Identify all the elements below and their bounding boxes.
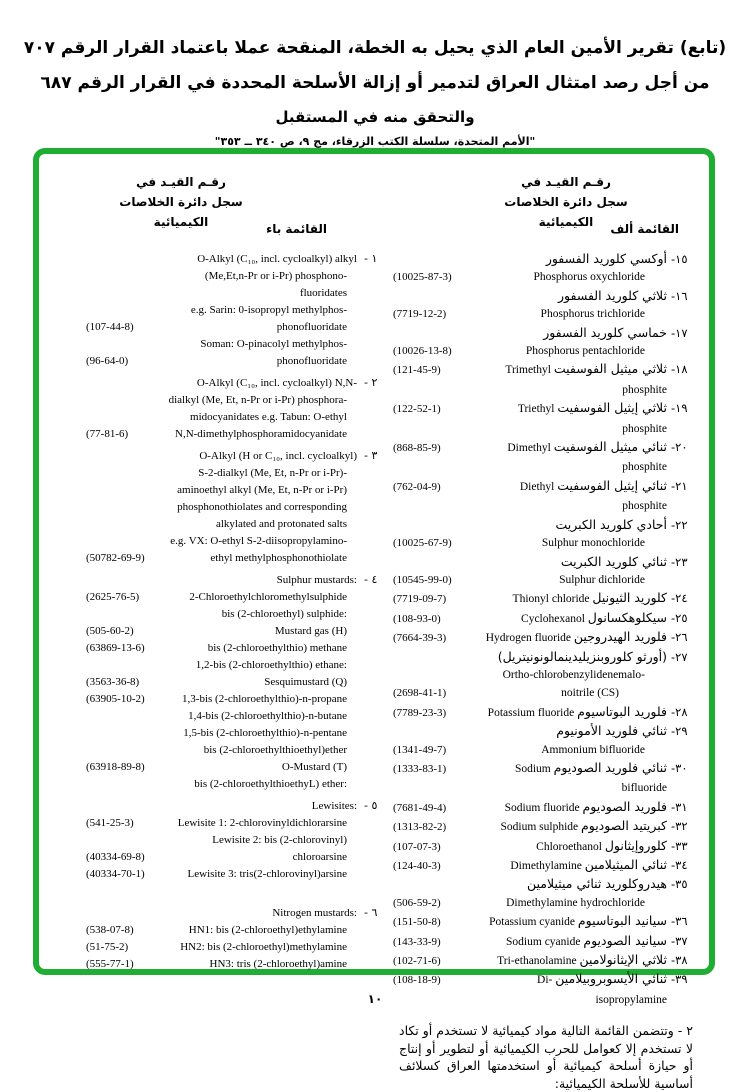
chemical-name-en: N,N-dimethylphosphoramidocyanidate	[175, 428, 347, 440]
chemical-name-ar: ثلاثي ميثيل الفوسفيت	[553, 361, 667, 377]
list-item	[49, 250, 385, 268]
chemical-name-ar: فلوريد الهيدروجين	[573, 629, 667, 645]
list-item	[49, 482, 385, 499]
chemical-name-en: Nitrogen mustards:	[272, 907, 357, 919]
list-item	[391, 684, 697, 702]
list-item	[391, 703, 697, 722]
item-number: -٢٣	[671, 554, 688, 569]
cas-number: (124-40-3)	[393, 860, 441, 872]
list-item	[49, 409, 385, 426]
list-item	[49, 516, 385, 533]
item-number: -٢٢	[671, 517, 688, 532]
chemical-name-ar: سيانيد الصوديوم	[583, 932, 667, 948]
chemical-name-ar: سيكلوهكسانول	[587, 609, 667, 625]
cas-number: (7719-09-7)	[393, 593, 447, 606]
list-item	[49, 657, 385, 674]
chemical-name-en: Tri-ethanolamine	[497, 955, 580, 968]
chemical-name-en: Sulphur dichloride	[559, 573, 645, 586]
chemical-name-en: O-Alkyl (C₁₀, incl. cycloalkyl) N,N-	[196, 377, 357, 389]
list-b-header	[49, 168, 385, 242]
cas-number: (63869-13-6)	[86, 642, 145, 654]
list-item	[49, 904, 385, 922]
chemical-name	[473, 477, 667, 516]
list-item	[391, 589, 697, 608]
chemical-name-en: HN2: bis (2-chloroethyl)methylamine	[180, 941, 347, 953]
list-item	[391, 856, 697, 875]
chemical-name-en: phosphonothiolates and corresponding	[177, 501, 347, 513]
chemical-name-en: Diethyl phosphite	[519, 480, 667, 513]
chemical-name-en: HN3: tris (2-chloroethyl)amine	[209, 958, 347, 970]
item-number: -٣٢	[671, 819, 688, 834]
cas-number: (1341-49-7)	[393, 743, 447, 756]
chemical-name-en: Chloroethanol	[536, 840, 605, 853]
report-title-line-2: من أجل رصد امتثال العراق لتدمير أو إزالة الأسلحة المحددة في القرار الرقم ٦٨٧	[40, 73, 710, 93]
chemical-name-en: O-Alkyl (C₁₀, incl. cycloalkyl) alkyl	[197, 253, 357, 265]
chemical-name-en: e.g. Sarin: 0-isopropyl methylphos-	[190, 304, 347, 316]
chemical-name-en: Sulphur monochloride	[541, 537, 645, 550]
list-item	[391, 648, 697, 666]
chemical-name-en: Phosphorus oxychloride	[533, 271, 645, 284]
item-number: -٢٥	[671, 610, 688, 625]
list-item	[391, 609, 697, 628]
list-item	[391, 951, 697, 970]
chemical-name-en: noitrile (CS)	[561, 687, 619, 700]
item-number: -٢٠	[671, 440, 688, 455]
list-item	[49, 725, 385, 742]
chemical-name-en: Sodium sulphide	[500, 821, 581, 834]
chemical-name-en: Sulphur mustards:	[276, 574, 357, 586]
cas-number: (1313-82-2)	[393, 821, 447, 834]
list-a-header	[391, 168, 697, 242]
chemical-name-en: aminoethyl alkyl (Me, Et, n-Pr or i-Pr)	[177, 484, 347, 496]
cas-number: (143-33-9)	[393, 935, 441, 948]
item-number: -٣٩	[671, 972, 688, 987]
page-number: ١٠	[367, 992, 383, 1006]
two-column-layout	[49, 168, 697, 1092]
item-number: -١٧	[671, 325, 688, 340]
list-item	[49, 606, 385, 623]
item-number: -٣٦	[671, 914, 688, 929]
registry-heading-line-2: سجل دائرة الخلاصات	[504, 195, 628, 209]
chemical-name	[473, 798, 667, 817]
chemical-name-ar: ثنائي فلوريد الأمونيوم	[556, 723, 667, 739]
list-item	[49, 640, 385, 657]
chemical-name-ar: خماسي كلوريد الفسفور	[543, 324, 667, 340]
chemical-name	[473, 703, 667, 722]
list-item	[49, 268, 385, 285]
list-item	[49, 742, 385, 759]
chemical-name-en: Ortho-chlorobenzylidenemalo-	[502, 668, 645, 681]
cas-number: (63918-89-8)	[86, 761, 145, 773]
list-item	[391, 360, 697, 399]
list-item	[49, 392, 385, 409]
list-item	[391, 912, 697, 931]
cas-number: (1333-83-1)	[393, 762, 447, 775]
list-item	[391, 817, 697, 836]
list-item	[49, 922, 385, 939]
list-item	[49, 285, 385, 302]
list-item	[391, 894, 697, 912]
list-item	[49, 589, 385, 606]
list-item	[391, 287, 697, 305]
chemical-name-en: bis (2-chloroethyl) sulphide:	[221, 608, 347, 620]
chemical-name	[473, 648, 667, 666]
list-item	[391, 875, 697, 893]
cas-number: (2698-41-1)	[393, 687, 447, 700]
chemical-name-ar: ثنائي إيثيل الفوسفيت	[557, 477, 667, 493]
cas-number: (121-45-9)	[393, 364, 441, 377]
list-a-column	[391, 168, 697, 1092]
cas-number: (96-64-0)	[86, 355, 129, 367]
chemical-name-ar: فلوريد الصوديوم	[582, 798, 667, 814]
chemical-name-ar: ثنائي الميثيلامين	[584, 857, 667, 872]
registry-heading-line-3: الكيميائية	[538, 215, 594, 229]
chemical-name	[473, 912, 667, 931]
chemical-name	[473, 360, 667, 399]
chemical-name	[473, 951, 667, 970]
chemical-name-en: Mustard gas (H)	[274, 625, 347, 637]
chemical-name-ar: أوكسي كلوريد الفسفور	[545, 251, 667, 266]
item-number: -٣٧	[671, 933, 688, 948]
list-item	[49, 374, 385, 392]
item-number: - ٤	[364, 573, 378, 586]
list-item	[49, 939, 385, 956]
list-item	[391, 399, 697, 438]
chemical-name	[473, 250, 667, 268]
item-number: - ١	[364, 252, 378, 265]
list-item	[391, 342, 697, 360]
chemical-name-ar: ثلاثي الإيثانولامين	[579, 952, 667, 968]
item-number: -٣٨	[671, 953, 688, 968]
chemical-name-en: Thionyl chloride	[512, 593, 593, 606]
chemical-name-en: phonofluoridate	[276, 355, 347, 367]
list-a-label: القائمة ألف	[610, 222, 679, 236]
item-number: -٣١	[671, 799, 688, 814]
list-item	[49, 571, 385, 589]
list-item	[391, 798, 697, 817]
list-b-rows	[49, 250, 385, 973]
spacer-row	[49, 883, 385, 900]
chemical-name-en: Cyclohexanol	[521, 612, 588, 625]
cas-number: (10025-67-9)	[393, 537, 452, 550]
chemical-name-en: Di-isopropylamine	[537, 974, 667, 1006]
item-number: -٣٠	[671, 760, 688, 775]
item-number: -٢٧	[671, 649, 688, 664]
chemical-name-en: (Me,Et,n-Pr or i-Pr) phosphono-	[204, 270, 347, 282]
cas-number: (122-52-1)	[393, 403, 441, 416]
chemical-name-ar: ثنائي ميثيل الفوسفيت	[553, 439, 667, 455]
chemical-name	[473, 932, 667, 951]
chemical-name	[473, 589, 667, 608]
list-item	[49, 533, 385, 550]
cas-number: (51-75-2)	[86, 941, 129, 953]
cas-number: (102-71-6)	[393, 955, 441, 968]
list-item	[49, 674, 385, 691]
list-item	[391, 837, 697, 856]
cas-number: (868-85-9)	[393, 442, 441, 455]
cas-number: (555-77-1)	[86, 958, 134, 970]
chemical-name-ar: فلوريد البوتاسيوم	[577, 703, 667, 719]
cas-number: (7789-23-3)	[393, 706, 447, 719]
list-item	[49, 447, 385, 465]
cas-number: (762-04-9)	[393, 480, 441, 493]
chemical-name-en: bis (2-chloroethylthioethyL) ether:	[194, 778, 347, 790]
cas-number: (107-07-3)	[393, 840, 441, 853]
chemical-name-en: 1,5-bis (2-chloroethylthio)-n-pentane	[183, 727, 347, 739]
chemical-name-en: O-Mustard (T)	[281, 761, 347, 773]
cas-number: (7719-12-2)	[393, 308, 447, 321]
chemical-name-en: ethyl methylphosphonothiolate	[210, 552, 347, 564]
cas-number: (107-44-8)	[86, 321, 134, 333]
item-number: -٢٤	[671, 591, 688, 606]
item-number: -١٨	[671, 362, 688, 377]
chemical-name-en: Dimethylamine hydrochloride	[506, 896, 645, 909]
chemical-name-ar: (أورثو كلوروبنزيليدينمالونونيتريل)	[497, 648, 667, 664]
chemical-name	[473, 324, 667, 342]
chemical-name-en: Potassium fluoride	[487, 706, 578, 719]
chemical-name-en: S-2-dialkyl (Me, Et, n-Pr or i-Pr)-	[198, 467, 347, 479]
cas-number: (108-18-9)	[393, 974, 441, 987]
chemical-name	[473, 553, 667, 571]
item-number: -١٩	[671, 401, 688, 416]
cas-number: (10025-87-3)	[393, 271, 452, 284]
item-number: - ٥	[364, 799, 378, 812]
list-item	[49, 623, 385, 640]
chemical-name	[473, 856, 667, 875]
chemical-name-en: Potassium cyanide	[489, 916, 578, 929]
list-item	[391, 516, 697, 534]
chemical-name-ar: سيانيد البوتاسيوم	[577, 913, 667, 929]
cas-number: (3563-36-8)	[86, 676, 140, 688]
list-item	[391, 571, 697, 589]
chemical-name-en: Lewisite 2: bis (2-chlorovinyl)	[212, 834, 347, 846]
item-number: - ٢	[364, 376, 378, 389]
chemical-name-en: Ammonium bifluoride	[541, 743, 645, 756]
chemical-name-en: phonofluoridate	[276, 321, 347, 333]
chemical-name-en: alkylated and protonated salts	[215, 518, 347, 530]
cas-number: (7681-49-4)	[393, 801, 447, 814]
list-item	[391, 722, 697, 740]
chemical-name-en: 2-Chloroethylchloromethylsulphide	[189, 591, 347, 603]
item-number: - ٦	[364, 906, 378, 919]
chemical-name	[473, 875, 667, 893]
chemical-name	[473, 399, 667, 438]
chemical-name	[473, 609, 667, 628]
cas-number: (40334-69-8)	[86, 851, 145, 863]
chemical-name-en: Lewisites:	[311, 800, 357, 812]
chemical-name-ar: كلوروإيثانول	[604, 837, 667, 853]
list-b-label: القائمة باء	[266, 222, 327, 236]
list-item	[391, 477, 697, 516]
chemical-name-en: Phosphorus trichloride	[540, 308, 645, 321]
list-item	[49, 691, 385, 708]
chemical-name-en: Dimethylamine	[510, 860, 585, 872]
registry-heading-line-1: رقـم القيـد في	[521, 175, 611, 189]
list-a-rows	[391, 250, 697, 1009]
chemical-name-ar: ثلاثي إيثيل الفوسفيت	[557, 400, 667, 416]
cas-number: (10026-13-8)	[393, 345, 452, 358]
chemical-name-ar: ثنائي فلوريد الصوديوم	[553, 759, 667, 775]
chemical-name-ar: ثنائي الأيسوبروبيلامين	[555, 971, 667, 987]
item-number: -٢١	[671, 478, 688, 493]
list-item	[49, 499, 385, 516]
list-item	[391, 553, 697, 571]
chemical-name-en: e.g. VX: O-ethyl S-2-diisopropylamino-	[170, 535, 347, 547]
chemical-name	[473, 438, 667, 477]
chemical-name-en: Soman: O-pinacolyl methylphos-	[200, 338, 347, 350]
chemical-name	[473, 759, 667, 798]
chemical-name-ar: أحادي كلوريد الكبريت	[555, 516, 667, 532]
list-item	[49, 426, 385, 443]
cas-number: (505-60-2)	[86, 625, 134, 637]
item-number: -٣٤	[671, 858, 688, 872]
chemical-name	[473, 817, 667, 836]
list-item	[49, 353, 385, 370]
list-item	[49, 465, 385, 482]
cas-number: (541-25-3)	[86, 817, 134, 829]
item-number: -٣٥	[671, 877, 688, 892]
item-number: -١٦	[671, 288, 688, 303]
cas-number: (151-50-8)	[393, 916, 441, 929]
cas-number: (77-81-6)	[86, 428, 129, 440]
list-b-column	[49, 168, 385, 1092]
chemical-name-en: Triethyl phosphite	[517, 403, 667, 435]
chemical-name	[473, 287, 667, 305]
chemical-name-ar: ثنائي كلوريد الكبريت	[560, 553, 667, 569]
report-title-line-1: (تابع) تقرير الأمين العام الذي يحيل به الخطة، المنقحة عملا باعتماد القرار الرقم ٧٠٧	[23, 38, 727, 58]
list-item	[391, 534, 697, 552]
chemical-name-en: 1,4-bis (2-chloroethylthio)-n-butane	[188, 710, 347, 722]
chemical-name-en: HN1: bis (2-chloroethyl)ethylamine	[188, 924, 347, 936]
list-item	[391, 438, 697, 477]
list-item	[49, 336, 385, 353]
chemical-name-en: Sodium cyanide	[506, 935, 584, 948]
registry-heading-line-3: الكيميائية	[153, 215, 209, 229]
list-item	[49, 759, 385, 776]
chemical-name-ar: هيدروكلوريد ثنائي ميثيلامين	[527, 876, 667, 892]
chemical-name-en: O-Alkyl (H or C₁₀, incl. cycloalkyl)	[199, 450, 357, 462]
list-item	[49, 849, 385, 866]
list-item	[391, 305, 697, 323]
cas-number: (108-93-0)	[393, 612, 441, 625]
cas-number: (7664-39-3)	[393, 632, 447, 645]
item-number: -٢٦	[671, 630, 688, 645]
chemical-name-en: fluoridates	[299, 287, 347, 299]
chemical-name	[473, 837, 667, 856]
chemical-name-en: Hydrogen fluoride	[485, 632, 574, 645]
chemical-name-en: Sodium fluoride	[504, 801, 583, 814]
list-item	[391, 932, 697, 951]
registry-heading-line-2: سجل دائرة الخلاصات	[119, 195, 243, 209]
chemical-name-ar: ثلاثي كلوريد الفسفور	[558, 287, 667, 303]
chemical-name-en: Phosphorus pentachloride	[525, 345, 645, 358]
list-item	[49, 815, 385, 832]
item-number: -١٥	[671, 252, 688, 266]
chemical-name-en: 1,3-bis (2-chloroethylthio)-n-propane	[182, 693, 347, 705]
cas-number: (538-07-8)	[86, 924, 134, 936]
chemical-name	[473, 628, 667, 647]
list-item	[49, 319, 385, 336]
page-header	[0, 38, 750, 148]
list-item	[49, 302, 385, 319]
item-number: -٢٩	[671, 724, 688, 739]
chemical-name-en: Lewisite 3: tris(2-chlorovinyl)arsine	[187, 868, 347, 880]
list-item	[391, 741, 697, 759]
chemical-name-en: bis (2-chloroethylthioethyl)ether	[203, 744, 347, 756]
cas-number: (10545-99-0)	[393, 573, 452, 586]
item-number: -٣٣	[671, 838, 688, 853]
chemical-name-en: Sodium bifluoride	[514, 762, 667, 795]
list-item	[391, 759, 697, 798]
item-number: - ٣	[364, 449, 378, 462]
item-number: -٢٨	[671, 704, 688, 719]
chemical-name-en: bis (2-chloroethylthio) methane	[207, 642, 347, 654]
chemical-name-en: Dimethyl phosphite	[507, 442, 667, 474]
source-citation: "الأمم المتحدة، سلسلة الكتب الزرقاء، مج ٩، ص ٣٤٠ ــ ٣٥٣"	[214, 135, 536, 148]
list-item	[391, 250, 697, 268]
chemical-name-ar: كلوريد الثيونيل	[592, 590, 667, 606]
list-item	[391, 268, 697, 286]
cas-number: (63905-10-2)	[86, 693, 145, 705]
report-title-line-3: والتحقق منه في المستقبل	[275, 108, 475, 126]
chemical-name-en: midocyanidates e.g. Tabun: O-ethyl	[190, 411, 347, 423]
paragraph-2: ٢ - وتتضمن القائمة التالية مواد كيميائية لا تستخدم أو تكاد لا تستخدم إلا كعوامل للحرب الكيميائية أو لتطوير أو إنتاج أو حيازة أسلحة كيميائية أو استخدمتها العراق كسلائف أساسية للأسلحة الكيميائية:	[399, 1023, 693, 1091]
list-item	[391, 628, 697, 647]
cas-number: (2625-76-5)	[86, 591, 140, 603]
chemical-name-en: Lewisite 1: 2-chlorovinyldichlorarsine	[177, 817, 347, 829]
list-item	[49, 776, 385, 793]
list-item	[49, 708, 385, 725]
list-item	[391, 324, 697, 342]
chemical-name-en: 1,2-bis (2-chloroethylthio) ethane:	[195, 659, 347, 671]
chemical-name-en: Trimethyl phosphite	[505, 364, 667, 396]
registry-heading-line-1: رقـم القيـد في	[136, 175, 226, 189]
chemical-name	[473, 722, 667, 740]
chemical-name-en: chloroarsine	[292, 851, 347, 863]
cas-number: (50782-69-9)	[86, 552, 145, 564]
cas-number: (506-59-2)	[393, 896, 441, 909]
chemical-name-ar: كبريتيد الصوديوم	[581, 818, 667, 834]
chemical-name	[473, 516, 667, 534]
list-item	[49, 832, 385, 849]
chemical-name-en: Sesquimustard (Q)	[264, 676, 347, 688]
list-item	[49, 550, 385, 567]
list-item	[49, 797, 385, 815]
chemical-name-en: dialkyl (Me, Et, n-Pr or i-Pr) phosphora-	[168, 394, 347, 406]
list-item	[391, 666, 697, 684]
cas-number: (40334-70-1)	[86, 868, 145, 880]
registry-number-heading	[81, 172, 281, 232]
list-item	[49, 866, 385, 883]
list-item	[49, 956, 385, 973]
